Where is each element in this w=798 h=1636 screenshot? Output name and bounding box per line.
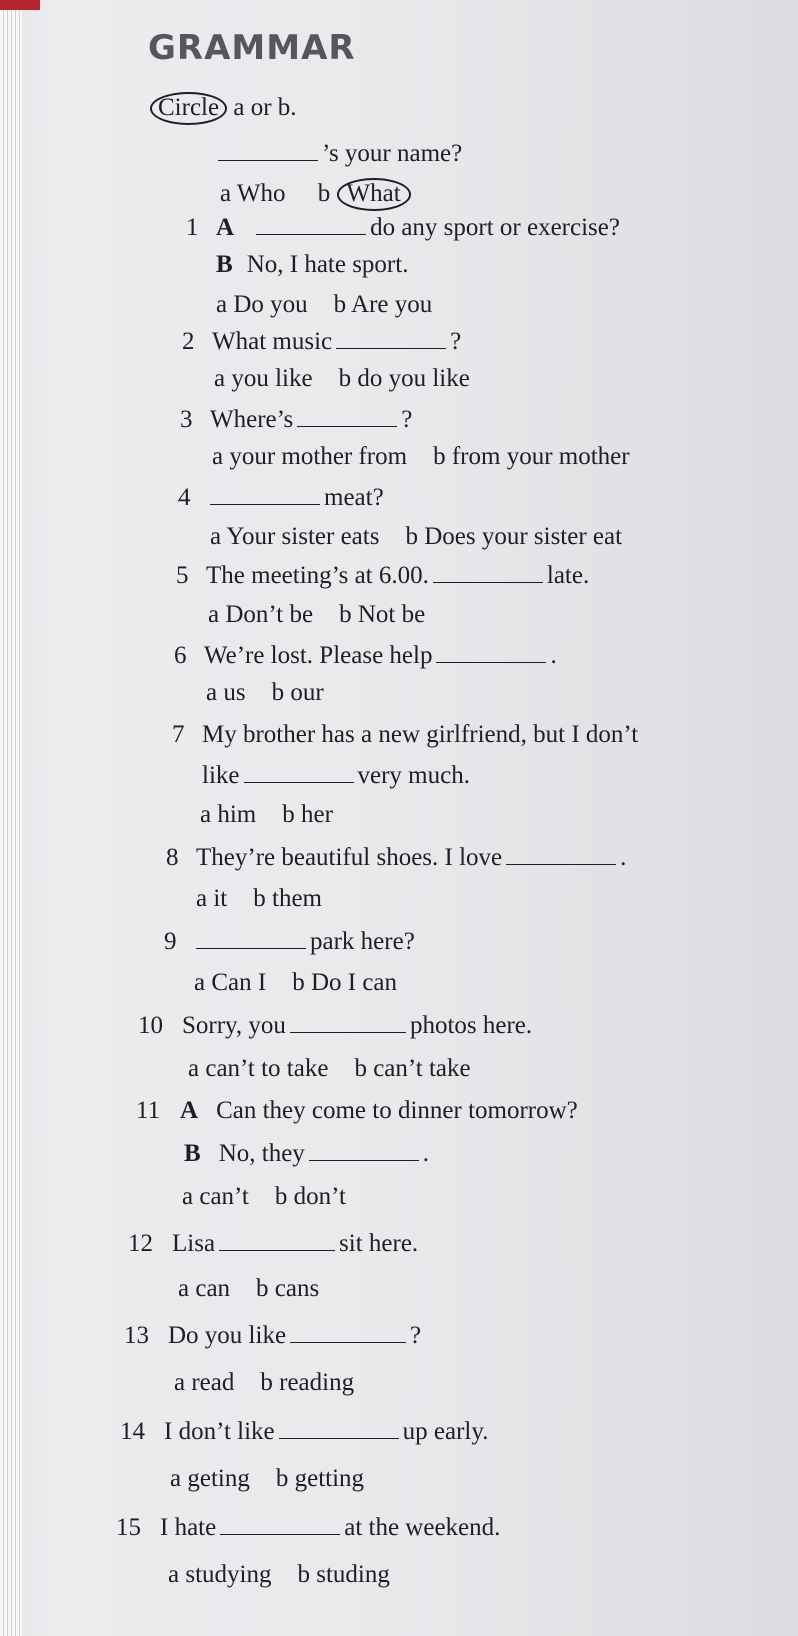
question-1-line2 — [216, 252, 408, 277]
red-page-marker — [0, 0, 40, 10]
question-10 — [138, 1012, 532, 1038]
question-text: My brother has a new girlfriend, but I don’t — [202, 721, 639, 748]
option-a[interactable]: a read — [174, 1369, 235, 1396]
question-text: Where’s — [210, 406, 294, 433]
question-6 — [174, 642, 557, 668]
option-b-letter[interactable]: b — [317, 180, 331, 207]
option-a[interactable]: a geting — [170, 1465, 250, 1492]
question-number: 6 — [174, 642, 187, 669]
option-b-circled[interactable]: What — [337, 178, 411, 211]
option-a[interactable]: a Don’t be — [208, 601, 314, 628]
question-text: park here? — [310, 928, 415, 955]
question-15-options — [168, 1562, 390, 1587]
answer-blank[interactable] — [309, 1140, 419, 1161]
question-number: 1 — [186, 214, 199, 241]
speaker-b: B — [184, 1140, 201, 1167]
answer-blank[interactable] — [436, 642, 546, 663]
option-a[interactable]: a him — [200, 801, 257, 828]
question-end: sit here. — [339, 1230, 419, 1257]
question-number: 5 — [176, 562, 189, 589]
question-5 — [176, 562, 589, 588]
question-number: 4 — [178, 484, 191, 511]
option-b[interactable]: b Do I can — [292, 969, 398, 996]
question-end: at the weekend. — [344, 1514, 501, 1541]
question-number: 7 — [172, 721, 185, 748]
answer-blank[interactable] — [290, 1322, 406, 1343]
question-end: . — [550, 642, 557, 669]
speaker-a: A — [180, 1097, 199, 1124]
question-number: 2 — [182, 328, 195, 355]
answer-blank[interactable] — [219, 1230, 335, 1251]
question-1-options — [216, 292, 432, 317]
question-11 — [136, 1098, 578, 1123]
question-1 — [186, 214, 620, 240]
question-end: very much. — [357, 762, 470, 789]
question-number: 8 — [166, 844, 179, 871]
question-3 — [180, 406, 412, 432]
question-text: ’s your name? — [322, 140, 463, 167]
option-a[interactable]: a can — [178, 1275, 231, 1302]
question-11-options — [182, 1184, 346, 1209]
option-b[interactable]: b our — [271, 679, 324, 706]
question-end: photos here. — [409, 1012, 533, 1039]
question-2 — [182, 328, 461, 354]
question-14 — [120, 1418, 488, 1444]
question-text: I hate — [160, 1514, 217, 1541]
question-14-options — [170, 1466, 364, 1491]
option-a[interactable]: a can’t to take — [188, 1055, 329, 1082]
question-3-options — [212, 444, 630, 469]
answer-blank[interactable] — [506, 844, 616, 865]
question-7 — [172, 722, 638, 747]
answer-blank[interactable] — [244, 762, 354, 783]
question-end: ? — [401, 406, 413, 433]
question-text: like — [202, 762, 240, 789]
option-b[interactable]: b can’t take — [354, 1055, 471, 1082]
question-2-options — [214, 366, 470, 391]
answer-blank[interactable] — [433, 562, 543, 583]
question-end: . — [620, 844, 627, 871]
question-4 — [178, 484, 384, 510]
question-8-options — [196, 886, 322, 911]
answer-blank[interactable] — [218, 140, 318, 161]
question-text: Lisa — [172, 1230, 216, 1257]
instruction-rest: a or b. — [233, 94, 297, 121]
question-text: do any sport or exercise? — [370, 214, 620, 241]
option-b[interactable]: b from your mother — [433, 443, 630, 470]
example-options — [220, 178, 411, 211]
question-end: ? — [410, 1322, 422, 1349]
instruction — [150, 92, 297, 125]
option-a[interactable]: a you like — [214, 365, 313, 392]
question-12 — [128, 1230, 418, 1256]
question-7-line2 — [202, 762, 470, 788]
option-b[interactable]: b Not be — [339, 601, 426, 628]
question-5-options — [208, 602, 425, 627]
answer-line: No, I hate sport. — [246, 251, 409, 278]
answer-blank[interactable] — [290, 1012, 406, 1033]
question-end: . — [422, 1140, 430, 1167]
question-number: 12 — [128, 1230, 153, 1257]
question-12-options — [178, 1276, 319, 1301]
question-11-line2 — [184, 1140, 429, 1166]
option-b[interactable]: b Does your sister eat — [405, 523, 623, 550]
question-text: They’re beautiful shoes. I love — [196, 844, 503, 871]
page-edge-stack — [0, 0, 22, 1636]
question-number: 13 — [124, 1322, 149, 1349]
option-b[interactable]: b cans — [256, 1275, 320, 1302]
option-b[interactable]: b do you like — [338, 365, 470, 392]
option-b[interactable]: b her — [282, 801, 333, 828]
option-a[interactable]: a your mother from — [212, 443, 408, 470]
question-text: No, they — [218, 1140, 305, 1167]
speaker-b: B — [216, 251, 233, 278]
option-a[interactable]: a can’t — [182, 1183, 249, 1210]
question-end: up early. — [402, 1418, 489, 1445]
answer-blank[interactable] — [279, 1418, 399, 1439]
question-text: meat? — [324, 484, 384, 511]
question-13-options — [174, 1370, 354, 1395]
circled-word: Circle — [150, 92, 227, 125]
answer-blank[interactable] — [220, 1514, 340, 1535]
example-question — [218, 140, 462, 166]
question-text: Can they come to dinner tomorrow? — [216, 1097, 578, 1124]
question-text: I don’t like — [164, 1418, 275, 1445]
question-text: What music — [212, 328, 333, 355]
question-number: 10 — [138, 1012, 163, 1039]
question-number: 3 — [180, 406, 193, 433]
question-13 — [124, 1322, 421, 1348]
question-8 — [166, 844, 626, 870]
option-b[interactable]: b don’t — [274, 1183, 346, 1210]
question-text: Sorry, you — [182, 1012, 286, 1039]
option-a[interactable]: a Can I — [194, 969, 267, 996]
question-number: 9 — [164, 928, 177, 955]
option-a[interactable]: a it — [196, 885, 228, 912]
section-heading: GRAMMAR — [148, 28, 356, 68]
option-a[interactable]: a studying — [168, 1561, 272, 1588]
question-number: 11 — [136, 1097, 161, 1124]
question-4-options — [210, 524, 622, 549]
option-b[interactable]: b reading — [260, 1369, 355, 1396]
question-text: The meeting’s at 6.00. — [206, 562, 429, 589]
question-10-options — [188, 1056, 471, 1081]
option-b[interactable]: b studing — [297, 1561, 390, 1588]
answer-blank[interactable] — [210, 484, 320, 505]
question-number: 14 — [120, 1418, 145, 1445]
question-text: Do you like — [168, 1322, 287, 1349]
question-number: 15 — [116, 1514, 141, 1541]
answer-blank[interactable] — [297, 406, 397, 427]
speaker-a: A — [216, 214, 235, 241]
option-b[interactable]: b getting — [275, 1465, 365, 1492]
option-a[interactable]: a us — [206, 679, 246, 706]
option-b[interactable]: b Are you — [333, 291, 433, 318]
answer-blank[interactable] — [196, 928, 306, 949]
question-end: ? — [450, 328, 462, 355]
question-text: We’re lost. Please help — [204, 642, 433, 669]
answer-blank[interactable] — [336, 328, 446, 349]
option-a[interactable]: a Do you — [216, 291, 308, 318]
question-7-options — [200, 802, 333, 827]
question-6-options — [206, 680, 324, 705]
question-15 — [116, 1514, 500, 1540]
option-a[interactable]: a Who — [220, 180, 286, 207]
option-b[interactable]: b them — [253, 885, 322, 912]
answer-blank[interactable] — [256, 214, 366, 235]
question-end: late. — [546, 562, 590, 589]
question-9 — [164, 928, 415, 954]
question-9-options — [194, 970, 397, 995]
option-a[interactable]: a Your sister eats — [210, 523, 380, 550]
